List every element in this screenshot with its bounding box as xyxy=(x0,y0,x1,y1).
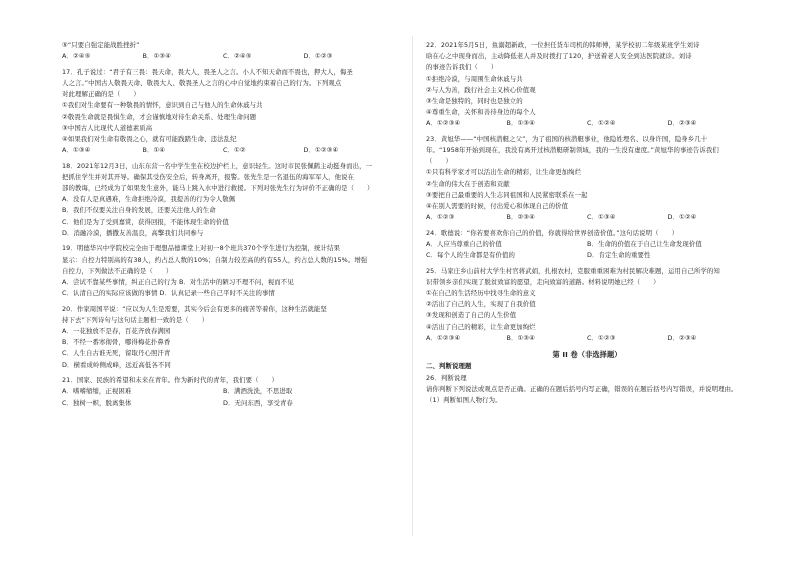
q20-option: A．一花独放不是春，百花齐放春满园 xyxy=(62,327,171,336)
q17-item: ③中国古人比现代人道德素质高 xyxy=(62,123,153,132)
q21-option-c: C．独树一帜，脱离集体 xyxy=(62,398,132,407)
q24-option-a: A．人应当尊重自己的价值 xyxy=(426,239,502,248)
q25-option-a: A．①②③④ xyxy=(426,333,461,342)
q22-options xyxy=(426,118,748,129)
q20-stem-line: 持下去”下列诗句与这句话主题相一致的是（ ） xyxy=(62,315,209,324)
q26-label: 26．判断说理 xyxy=(426,373,467,382)
q19-option-row: C．认清自己的实际应该做的事情 D．认真记录一些自己平时不关注的事情 xyxy=(62,289,275,298)
q23-item: ③要把自己最重要的人生志同祖国和人民紧密联系在一起 xyxy=(426,190,588,199)
q18-option: B．我们不仅要关注自身的发展，还要关注他人的生命 xyxy=(62,206,216,215)
q25-options xyxy=(426,333,748,344)
q24-stem-line: 24．歌德说：“你若要喜欢你自己的价值，你就得给世界创造价值。”这句话说明（ ） xyxy=(426,228,679,237)
q21-options-row xyxy=(62,386,384,397)
q16-item-tail: ⑤“只要自强定能战胜挫折” xyxy=(62,41,140,49)
q18-stem-line: 部的教诲，已经成为了如果发生意外，能马上跳入水中进行救援。下列对张先生行为评价不正确的是（ ） xyxy=(62,184,374,193)
q22-item: ③生命是独特的，同时也是独立的 xyxy=(426,96,523,105)
q17-option-c: C．①② xyxy=(223,146,246,155)
q25-item: ②活出了自己的人生，实现了自我价值 xyxy=(426,300,536,309)
section-title: 第 II 卷（非选择题） xyxy=(552,350,622,360)
q17-stem-line: 17．孔子说过：“君子有三畏：畏天命，畏大人，畏圣人之言。小人不知天命而不畏也，狎大人，侮圣 xyxy=(62,67,353,76)
q21-option-b: B．满酒洗洗，不思进取 xyxy=(223,387,293,396)
q23-options xyxy=(426,212,748,223)
q17-option-a: A．①③④ xyxy=(62,146,91,155)
q21-option-a: A．嗜嗜缩缩，正视困难 xyxy=(62,387,132,396)
q22-stem-line: 晗在心之中现身而出，主动降低老人并及时拨打了120，护送着老人安全到达医院就诊。刘诗 xyxy=(426,52,692,61)
q22-option-a: A．①②③④ xyxy=(426,119,461,128)
q18-stem-line: 把抓住学生并对其开导。确保其受伤安全后，转身离开，报警。张先生是一名退伍的海军军人，他说在 xyxy=(62,172,355,181)
q22-item: ②与人为善，践行社会主义核心价值观 xyxy=(426,85,536,94)
q16-option-a: A．②④⑤ xyxy=(62,52,91,61)
q25-option-d: D．②③④ xyxy=(667,333,697,342)
q16-option-b: B．①③④ xyxy=(142,52,171,61)
q17-item: ②敬畏生命就是畏惧生命，才会谨慎地对待生命关系、处理生命问题 xyxy=(62,112,257,121)
q23-option-a: A．①②③ xyxy=(426,213,455,222)
q23-stem-line: 年。“1958年开始到现在，我没有离开过核潜艇研制领域，我的一生没有虚度。”黄旭华的事迹告诉我们 xyxy=(426,146,719,155)
q23-item: ②生命的伟大在于创造和贡献 xyxy=(426,179,510,188)
q25-option-c: C．①②③ xyxy=(587,333,616,342)
q23-option-d: D．①②④ xyxy=(667,213,697,222)
q26-subquestion: （1）判断如图人物行为。 xyxy=(426,396,502,404)
q18-option: A．没有人是真遇难，生命拒绝冷漠，我提善的行为令人敬佩 xyxy=(62,195,236,204)
q19-stem-line: 显示：自控力特别高的有38人，约占总人数的10%；自制力较差高的约有55人，约占总人数的15%。增强 xyxy=(62,255,368,264)
q21-option-d: D．无问东西，享受青春 xyxy=(223,398,293,407)
q17-options xyxy=(62,145,384,156)
q20-option: B．不经一番寒彻骨，哪得梅花扑鼻香 xyxy=(62,338,171,347)
q25-stem-line: 25．马家庄乡山前村大学生村官蒋武娟，扎根农村，克服重重困难为村民解决难题，运用自己所学的知 xyxy=(426,266,720,275)
q21-stem-line: 21．国家、民族的希望和未来在青年。作为新时代的青年，我们要（ ） xyxy=(62,376,279,385)
q23-option-c: C．①③④ xyxy=(587,213,616,222)
q19-stem-line: 19．明德华兴中学院校完全由于理想品德课堂上对初一8个班共370个学生进行为控制，统计结果 xyxy=(62,244,341,253)
q16-option-c: C．②④⑤ xyxy=(223,52,252,61)
left-column xyxy=(62,40,384,409)
q21-options-row xyxy=(62,398,384,409)
q25-stem-line: 识带领乡亲们实现了脱贫致富的愿望，走向致富的道路。材料说明她已经（ ） xyxy=(426,277,660,286)
right-column xyxy=(426,40,748,406)
q20-option: D．横看成岭侧成峰，远近高低各不同 xyxy=(62,360,171,369)
q22-stem-line: 22．2021年5月5日，鱼溺超新政，一位担任货车司机的韩师傅，某学校初二年级某班学生刘诗 xyxy=(426,41,700,49)
q24-option-d: D．肯定生命的重要性 xyxy=(587,251,651,260)
q17-stem-line: 人之言。”中国古人敬畏天命、敬畏大人、敬畏圣人之言的心中自觉地约束着自己的行为。下列观点 xyxy=(62,78,342,87)
q24-options-row xyxy=(426,239,748,250)
q23-stem-line: 23．黄旭华——“中国核潜艇之父”，为了祖国的核潜艇事业，他隐姓埋名、以身许国，隐身乡几十 xyxy=(426,134,708,143)
q22-item: ①拒绝冷漠，与周围生命休戚与共 xyxy=(426,74,523,83)
q22-item: ④尊重生命，关怀和善待身边的每个人 xyxy=(426,108,536,117)
q23-item: ④在别人需要的时候，付出爱心和体现自己的价值 xyxy=(426,202,569,211)
q25-item: ④活出了自己的精彩，让生命更加绚烂 xyxy=(426,322,536,331)
q20-stem-line: 20．作家周国平说：“应以为人生是需要，其实今后会有更多的痛苦等着你，这种生活就能坚 xyxy=(62,304,327,313)
q26-instruction: 请你判断下列说法或观点是否正确。正确的在题后括号内写正确，错误的在题后括号内写错误，并说明理由。 xyxy=(426,384,738,393)
q19-option-row: A．尝试不靠某些事情，纠正自己的行为 B．对生活中的陋习不理不问，视而不见 xyxy=(62,277,294,286)
q23-stem-line: （ ） xyxy=(426,157,452,166)
q17-option-b: B．①④ xyxy=(142,146,166,155)
q18-option: C．他们是为了受到嘉赏，获得回报，不能体现生命的价值 xyxy=(62,217,229,226)
q16-option-d: D．①②③ xyxy=(303,52,333,61)
q25-item: ①在自己的生活经历中找寻生命的意义 xyxy=(426,289,536,298)
q25-item: ③发现和创造了自己的人生价值 xyxy=(426,311,517,320)
q20-option: C．人生自古谁无死，留取丹心照汗青 xyxy=(62,349,171,358)
q17-item: ①我们对生命要有一种敬畏的情怀，意识到自己与他人的生命休戚与共 xyxy=(62,101,263,110)
q17-stem-line: 对此理解正确的是（ ） xyxy=(62,90,140,99)
q17-option-d: D．①②③④ xyxy=(303,146,339,155)
q24-option-b: B．生命的价值在于自己让生命发现价值 xyxy=(587,239,702,248)
q22-option-b: B．①③④ xyxy=(506,119,535,128)
q18-option: D．消融冷漠，播撒友善温良，高擎我们共同参与 xyxy=(62,228,204,237)
q18-stem-line: 18．2021年12月3日，山东东营一名中学生坐在校边护栏上，意识轻生。这时市民张佩鹤主动挺身而出，一 xyxy=(62,161,373,170)
q22-option-c: C．①②④ xyxy=(587,119,616,128)
q24-options-row xyxy=(426,250,748,261)
q22-option-d: D．②③④ xyxy=(667,119,697,128)
q23-option-b: B．②③④ xyxy=(506,213,535,222)
q17-item: ④如果我们对生命有敬畏之心，就有可能践踏生命、违法乱纪 xyxy=(62,134,237,143)
q24-option-c: C．每个人的生命都是有价值的 xyxy=(426,251,515,260)
q25-option-b: B．①③④ xyxy=(506,333,535,342)
column-divider xyxy=(412,36,413,536)
part-label: 二、判断说理题 xyxy=(426,362,472,371)
q22-stem-line: 的事迹告诉我们（ ） xyxy=(426,63,498,72)
q23-item: ①只有科学家才可以活出生命的精彩，让生命更加绚烂 xyxy=(426,168,582,177)
q19-stem-line: 自控力，下列做法不正确的是（ ） xyxy=(62,266,173,275)
q16-options xyxy=(62,51,384,62)
